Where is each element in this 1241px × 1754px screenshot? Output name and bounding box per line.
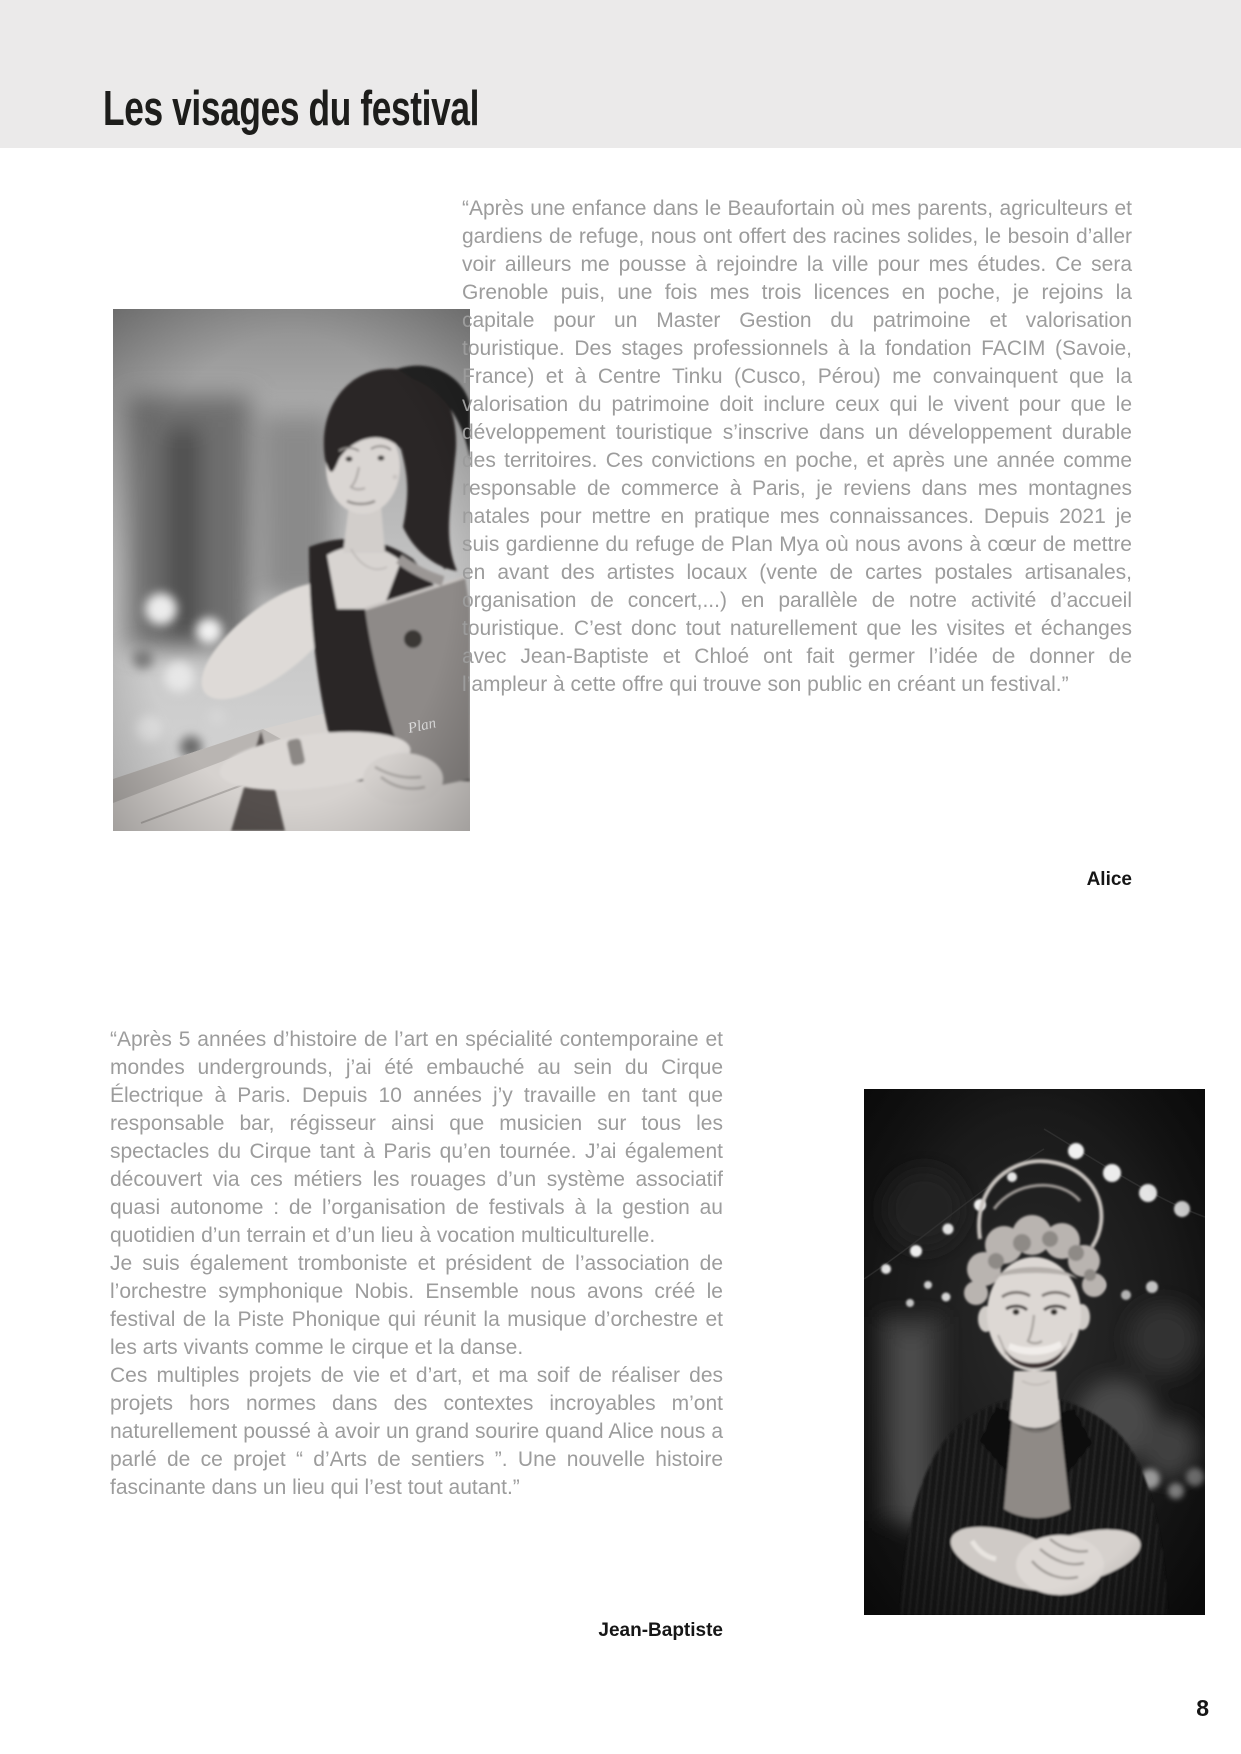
alice-name: Alice: [1086, 869, 1132, 890]
jean-baptiste-quote: [110, 1026, 723, 1502]
jean-baptiste-name: Jean-Baptiste: [598, 1620, 723, 1641]
jean-baptiste-quote-paragraph-2: Je suis également tromboniste et président de l’association de l’orchestre symphonique Nobis. Ensemble nous avons créé le festival de la Piste Phonique qui réunit la musique d’orchestre et les arts vivants comme le cirque et la danse.: [110, 1252, 723, 1359]
jean-baptiste-quote-paragraph-3: Ces multiples projets de vie et d’art, et ma soif de réaliser des projets hors normes dans des contextes incroyables m’ont naturellement poussé à avoir un grand sourire quand Alice nous a parlé de ce projet “ d’Arts de sentiers ”. Une nouvelle histoire fascinante dans un lieu qui l’est tout autant.”: [110, 1364, 723, 1499]
jean-baptiste-photo-illustration: [864, 1089, 1205, 1615]
page-number: 8: [1196, 1695, 1209, 1721]
alice-quote-text: “Après une enfance dans le Beaufortain où mes parents, agriculteurs et gardiens de refuge, nous ont offert des racines solides, le besoin d’aller voir ailleurs me pousse à rejoindre la ville pour mes études. Ce sera Grenoble puis, une fois mes trois licences en poche, je rejoins la capitale pour un Master Gestion du patrimoine et valorisation touristique. Des stages professionnels à la fondation FACIM (Savoie, France) et à Centre Tinku (Cusco, Pérou) me convainquent que la valorisation du patrimoine doit inclure ceux qui le vivent pour que le développement touristique s’inscrive dans un développement durable des territoires. Ces convictions en poche, et après une année comme responsable de commerce à Paris, je reviens dans mes montagnes natales pour mettre en pratique mes connaissances. Depuis 2021 je suis gardienne du refuge de Plan Mya où nous avons à cœur de mettre en avant des artistes locaux (vente de cartes postales artisanales, organisation de concert,...) en parallèle de notre activité d’accueil touristique. C’est donc tout naturellement que les visites et échanges avec Jean-Baptiste et Chloé ont fait germer l’idée de donner de l’ampleur à cette offre qui trouve son public en créant un festival.”: [462, 197, 1132, 696]
page-title: Les visages du festival: [103, 81, 480, 136]
alice-quote: [462, 195, 1132, 699]
jean-baptiste-photo: [864, 1089, 1205, 1615]
header-band: [0, 0, 1241, 148]
alice-photo-illustration: [113, 309, 470, 831]
jean-baptiste-quote-paragraph-1: “Après 5 années d’histoire de l’art en spécialité contemporaine et mondes undergrounds, j’ai été embauché au sein du Cirque Électrique à Paris. Depuis 10 années j’y travaille en tant que responsable bar, régisseur ainsi que musicien sur tous les spectacles du Cirque tant à Paris qu’en tournée. J’ai également découvert via ces métiers les rouages d’un système associatif quasi autonome : de l’organisation de festivals à la gestion au quotidien d’un terrain et d’un lieu à vocation multiculturelle.: [110, 1028, 723, 1247]
alice-photo: [113, 309, 470, 831]
